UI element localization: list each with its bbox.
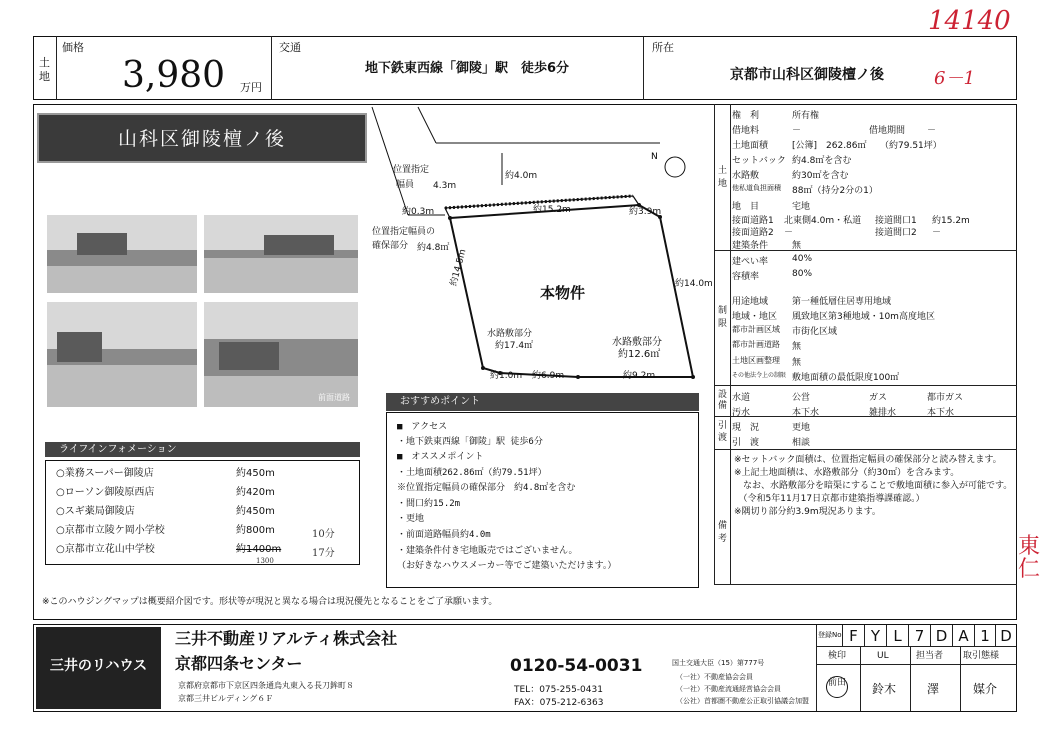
tel: TEL：075-255-0431 xyxy=(514,685,603,695)
main-property-label: 本物件 xyxy=(540,284,586,302)
staff-2: 澤 xyxy=(927,682,940,696)
dim-6-9: 約6.9m xyxy=(532,371,565,381)
address-line-2: 京都三井ビルディング６Ｆ xyxy=(178,694,274,703)
photo-site-1 xyxy=(47,215,197,293)
pos-width-label-1: 位置指定 xyxy=(393,165,430,175)
photo-site-3 xyxy=(47,302,197,407)
secure-label-2: 確保部分 xyxy=(372,241,409,251)
pos-width-label-2: 幅員 xyxy=(396,180,415,190)
location-label: 所在 xyxy=(652,41,674,54)
dim-14-5: 約14.5m xyxy=(449,248,469,288)
dim-14-0: 約14.0m xyxy=(675,279,713,289)
assoc-3: （公社）首都圏不動産公正取引協議会加盟 xyxy=(676,697,809,705)
water1-value: 約17.4㎡ xyxy=(495,341,534,351)
assoc-2: （一社）不動産流通経営協会会員 xyxy=(676,685,781,693)
price-value: 3,980 xyxy=(122,55,226,96)
staff-header: 担当者 xyxy=(916,651,944,661)
dim-15-2: 約15.2m xyxy=(533,205,571,215)
handwritten-side-note: 東 仁 xyxy=(1018,534,1041,583)
plot-plan xyxy=(360,105,720,405)
freedial: 0120-54-0031 xyxy=(510,656,643,676)
lifeinfo-title-bar: ライフインフォメーション xyxy=(45,442,360,457)
water2-value: 約12.6㎡ xyxy=(618,349,661,360)
handwritten-time-1: 10分 xyxy=(312,529,335,540)
dim-1-0: 約1.0m xyxy=(490,371,523,381)
recommend-box: ■ アクセス ・地下鉄東西線「御陵」駅 徒歩6分 ■ オススメポイント ・土地面積262.86㎡（約79.51坪） ※位置指定幅員の確保部分 約4.8㎡を含む ・間口約15.2m ・更地 ・前面道路幅員約4.0m ・建築条件付き宅地販売ではございません。 （お好きなハウスメーカー等でご建築いただけます。） xyxy=(386,412,699,588)
check-header: 検印 xyxy=(828,651,847,661)
section-facility: 設備 xyxy=(718,390,728,411)
ul-header: UL xyxy=(877,651,889,661)
fax: FAX：075-212-6363 xyxy=(514,698,604,708)
dim-3-9: 約3.9m xyxy=(629,207,662,217)
section-land: 土地 xyxy=(718,166,728,189)
rehouse-logo: 三井のリハウス xyxy=(36,627,161,709)
road-width: 約4.0m xyxy=(505,171,538,181)
transaction-type: 媒介 xyxy=(973,682,998,696)
license: 国土交通大臣（15）第777号 xyxy=(672,659,765,667)
handwritten-address-suffix: 6－1 xyxy=(934,68,975,89)
location-value: 京都市山科区御陵檀ノ後 xyxy=(730,67,884,83)
price-unit: 万円 xyxy=(240,81,262,94)
address-line-1: 京都府京都市下京区四条通烏丸東入る長刀鉾町８ xyxy=(178,681,354,690)
assoc-1: （一社）不動産協会会員 xyxy=(676,673,753,681)
dim-9-2: 約9.2m xyxy=(623,371,656,381)
inspector-seal: 前田 xyxy=(826,676,848,698)
photo-front-road xyxy=(204,302,358,407)
dim-0-3: 約0.3m xyxy=(402,207,435,217)
access-value: 地下鉄東西線「御陵」駅 徒歩6分 xyxy=(365,61,570,76)
handwritten-new-dist: 1300 xyxy=(256,557,274,565)
water2-label: 水路敷部分 xyxy=(612,337,662,348)
center-name: 京都四条センター xyxy=(175,654,303,673)
registration-code: 登録No F Y L 7 D A 1 D xyxy=(816,625,1016,647)
photo-caption: 前面道路 xyxy=(318,393,350,402)
handwritten-time-2: 17分 xyxy=(312,548,335,559)
secure-label-1: 位置指定幅員の xyxy=(372,227,436,237)
staff-1: 鈴木 xyxy=(872,682,897,696)
area-banner: 山科区御陵檀ノ後 xyxy=(37,113,367,163)
land-label: 土地 xyxy=(39,56,50,83)
lifeinfo-list: ○業務スーパー御陵店 約450m ○ローソン御陵原西店 約420m ○スギ薬局御陵店 約450m ○京都市立陵ケ岡小学校 約800m ○京都市立花山中学校 約1400m 10分 17分 1300 xyxy=(45,460,360,565)
water1-label: 水路敷部分 xyxy=(487,329,533,339)
handwritten-id: 14140 xyxy=(928,6,1011,36)
recommend-title-bar: おすすめポイント xyxy=(386,393,699,411)
section-limit: 制限 xyxy=(718,306,728,329)
north-mark: N xyxy=(651,152,658,162)
footer-note: ※このハウジングマップは概要紹介図です。形状等が現況と異なる場合は現況優先となることをご了承願います。 xyxy=(42,597,498,607)
pos-width-value: 4.3m xyxy=(433,181,457,191)
section-remarks: 備考 xyxy=(718,521,728,544)
secure-value: 約4.8㎡ xyxy=(417,243,450,253)
section-handover: 引渡 xyxy=(718,421,728,443)
company-name: 三井不動産リアルティ株式会社 xyxy=(175,629,398,648)
photo-site-2 xyxy=(204,215,358,293)
agent-header: 取引態様 xyxy=(963,651,1000,661)
price-label: 価格 xyxy=(62,41,84,54)
access-label: 交通 xyxy=(279,41,301,54)
